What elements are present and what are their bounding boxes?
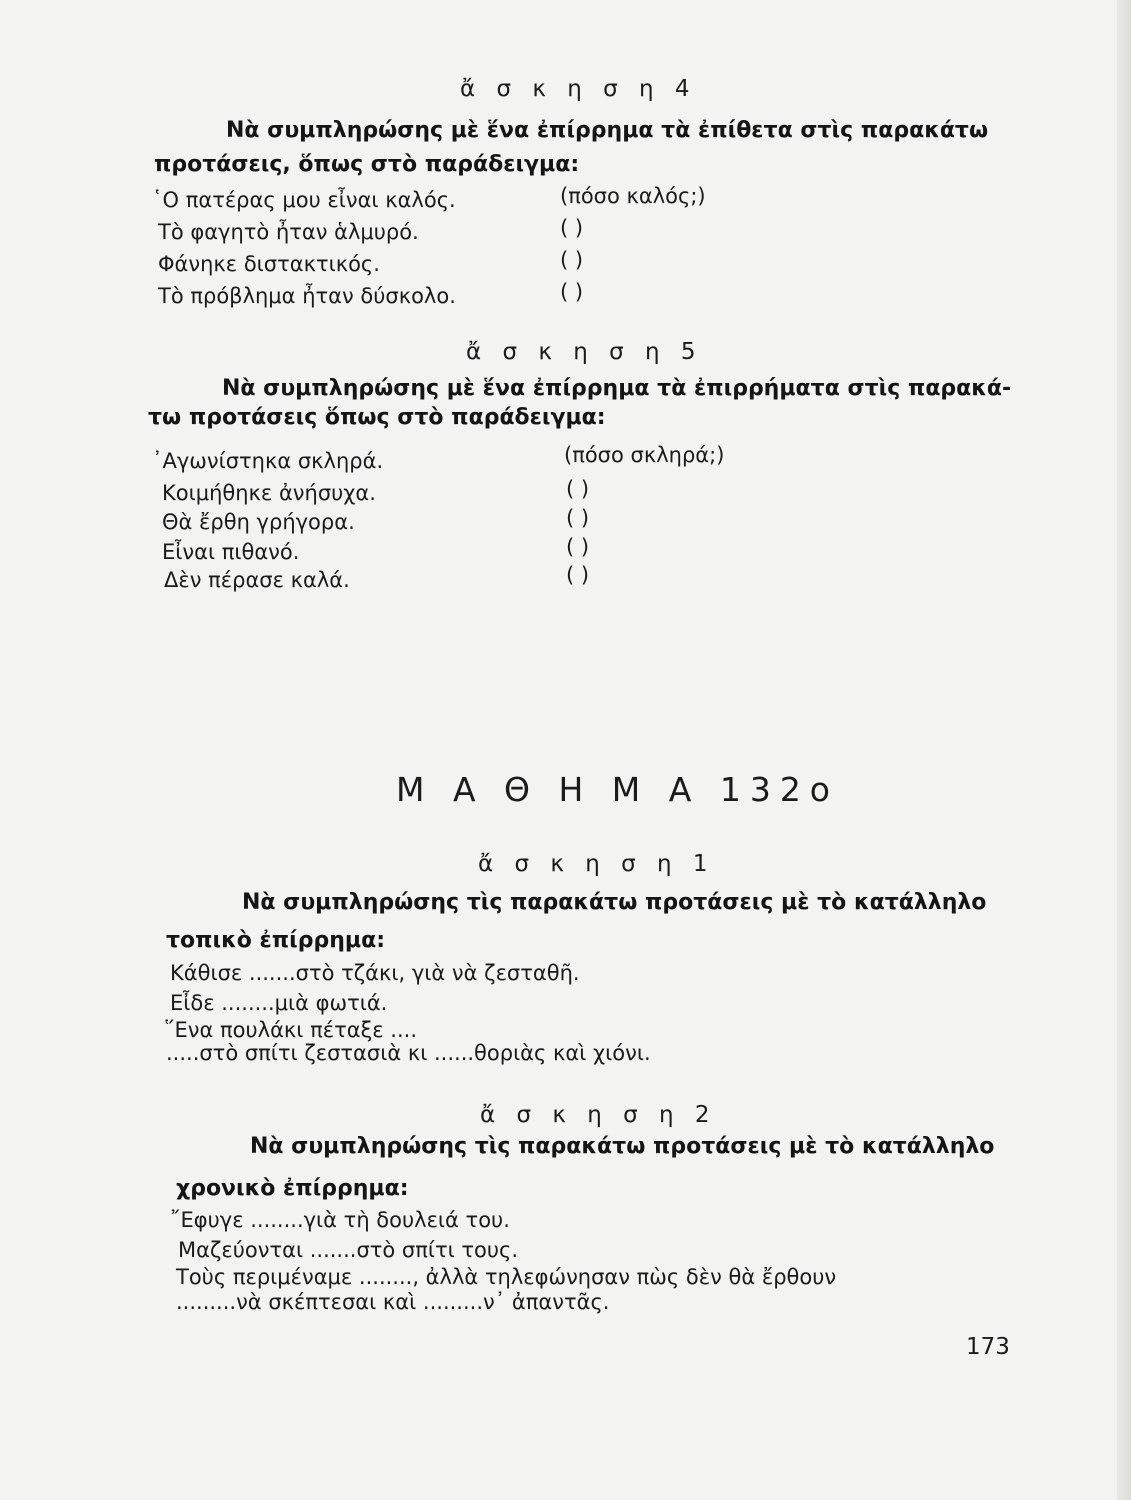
exercise-5-sentence-4: Εἶναι πιθανό. [162, 540, 300, 564]
exercise-4-answer-2: ( ) [560, 216, 584, 240]
page-number: 173 [966, 1334, 1010, 1360]
exercise-5-answer-4: ( ) [566, 535, 590, 559]
exercise-5-sentence-2: Κοιμήθηκε ἀνήσυχα. [162, 481, 376, 505]
exercise-1-sentence-1: Κάθισε .......στὸ τζάκι, γιὰ νὰ ζεσταθῆ. [170, 961, 580, 985]
exercise-5-answer-1: (πόσο σκληρά;) [564, 443, 725, 467]
exercise-5-instruction-line-1: Νὰ συμπληρώσης μὲ ἕνα ἐπίρρημα τὰ ἐπιρρήματα στὶς παρακά- [222, 376, 1012, 401]
exercise-4-heading: ἄ σ κ η σ η 4 [460, 76, 697, 102]
exercise-2-instruction-line-1: Νὰ συμπληρώσης τὶς παρακάτω προτάσεις μὲ τὸ κατάλληλο [250, 1134, 995, 1159]
exercise-4-instruction-line-2: προτάσεις, ὅπως στὸ παράδειγμα: [154, 152, 580, 177]
exercise-1-instruction-line-1: Νὰ συμπληρώσης τὶς παρακάτω προτάσεις μὲ τὸ κατάλληλο [242, 890, 987, 915]
exercise-1-sentence-2: Εἶδε ........μιὰ φωτιά. [170, 991, 388, 1015]
exercise-5-answer-5: ( ) [566, 563, 590, 587]
exercise-2-sentence-4: .........νὰ σκέπτεσαι καὶ .........ν᾿ ἀπαντᾶς. [176, 1290, 610, 1314]
exercise-2-instruction-line-2: χρονικὸ ἐπίρρημα: [176, 1176, 409, 1201]
exercise-5-instruction-line-2: τω προτάσεις ὅπως στὸ παράδειγμα: [148, 405, 606, 430]
exercise-2-sentence-2: Μαζεύονται .......στὸ σπίτι τους. [178, 1238, 519, 1262]
exercise-5-answer-2: ( ) [566, 477, 590, 501]
exercise-4-sentence-4: Τὸ πρόβλημα ἦταν δύσκολο. [158, 284, 456, 308]
exercise-5-sentence-3: Θὰ ἔρθη γρήγορα. [162, 510, 355, 534]
exercise-4-sentence-3: Φάνηκε διστακτικός. [158, 252, 380, 276]
page-edge-shadow [1117, 0, 1131, 1500]
exercise-5-answer-3: ( ) [566, 506, 590, 530]
exercise-4-sentence-1: ῾Ο πατέρας μου εἶναι καλός. [152, 188, 456, 212]
exercise-1-sentence-4: .....στὸ σπίτι ζεστασιὰ κι ......θοριὰς καὶ χιόνι. [166, 1041, 651, 1065]
exercise-2-heading: ἄ σ κ η σ η 2 [480, 1102, 717, 1128]
exercise-5-sentence-1: ᾿Αγωνίστηκα σκληρά. [152, 449, 384, 473]
exercise-5-heading: ἄ σ κ η σ η 5 [466, 339, 703, 365]
exercise-1-heading: ἄ σ κ η σ η 1 [478, 851, 715, 877]
exercise-1-sentence-3: ῞Ενα πουλάκι πέταξε .... [164, 1018, 418, 1042]
exercise-4-answer-1: (πόσο καλός;) [560, 184, 706, 208]
exercise-4-answer-4: ( ) [560, 280, 584, 304]
exercise-4-answer-3: ( ) [560, 248, 584, 272]
exercise-2-sentence-1: ῎Εφυγε ........γιὰ τὴ δουλειά του. [170, 1208, 510, 1232]
exercise-5-sentence-5: Δὲν πέρασε καλά. [164, 568, 350, 592]
exercise-4-sentence-2: Τὸ φαγητὸ ἦταν ἁλμυρό. [158, 220, 419, 244]
exercise-1-instruction-line-2: τοπικὸ ἐπίρρημα: [166, 928, 386, 953]
lesson-title: Μ Α Θ Η Μ Α 132ο [396, 770, 839, 809]
exercise-2-sentence-3: Τοὺς περιμέναμε ........, ἀλλὰ τηλεφώνησαν πὼς δὲν θὰ ἔρθουν [176, 1265, 837, 1289]
exercise-4-instruction-line-1: Νὰ συμπληρώσης μὲ ἕνα ἐπίρρημα τὰ ἐπίθετα στὶς παρακάτω [226, 118, 989, 143]
